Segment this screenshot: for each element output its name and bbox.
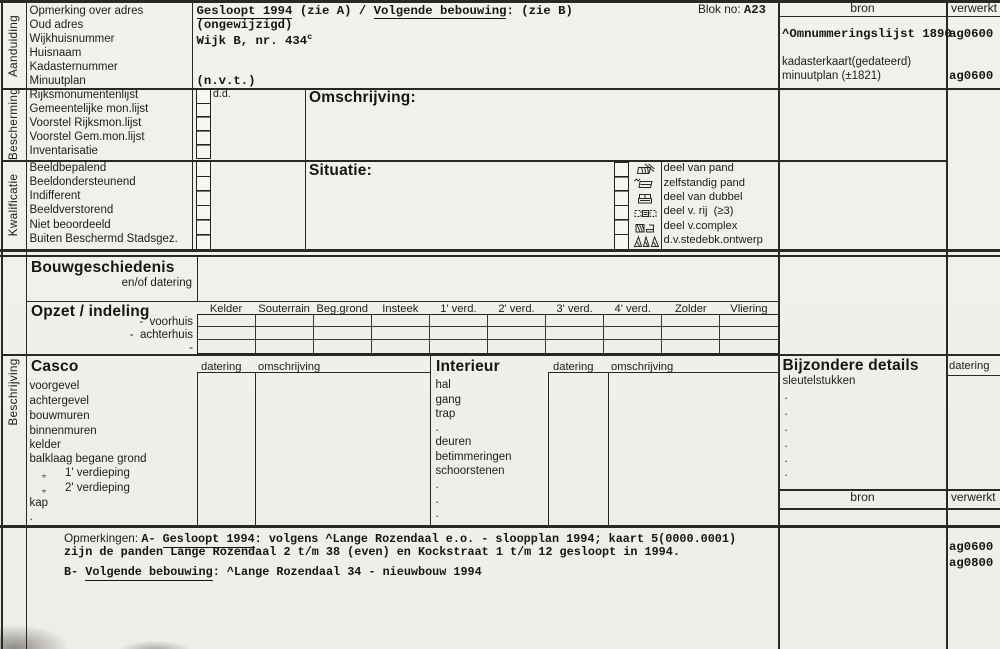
value-zie-a: (zie A) / (292, 3, 374, 18)
opzet-cell (604, 340, 662, 353)
opzet-grid (197, 314, 779, 354)
bron-row-omnummeringslijst: ^Omnummeringslijst 1890 (782, 26, 952, 41)
opzet-cell (256, 340, 314, 353)
kwalificatie-checkbox-6[interactable] (196, 234, 211, 250)
casco-datering-left (197, 372, 198, 525)
kwalificatie-item-indifferent: Indifferent (29, 190, 81, 203)
opzet-col-4e-verd: 4' verd. (614, 302, 651, 315)
legend-label-deel-v-rij: deel v. rij (≥3) (663, 205, 734, 218)
value-zie-b: : (zie B) (506, 3, 573, 18)
opzet-cell (430, 340, 488, 353)
bijzonder-dot-1: . (784, 390, 788, 402)
value-wijkhuisnummer (197, 32, 313, 49)
opzet-cell (256, 327, 314, 340)
opzet-cell (198, 340, 256, 353)
opzet-col-kelder: Kelder (209, 302, 243, 315)
situatie-title: Situatie: (309, 162, 372, 179)
casco-item-1e-verdieping: „ 1' verdieping (42, 466, 130, 479)
bron-band-bottom (778, 508, 1000, 510)
opzet-col-1e-verd: 1' verd. (440, 302, 477, 315)
bijzonder-dot-6: . (784, 466, 788, 479)
blok-no-value: A23 (743, 3, 767, 17)
opzet-cell (546, 327, 604, 340)
value-wijk-nr: Wijk B, nr. 434 (196, 34, 308, 49)
opzet-row-voorhuis: - voorhuis (139, 315, 193, 328)
opzet-col-2e-verd: 2' verd. (498, 302, 535, 315)
section-label-beschrijving: Beschrijving (6, 358, 20, 426)
opzet-col-vliering: Vliering (730, 302, 768, 315)
zelfstandig-pand-icon (632, 177, 659, 190)
bescherming-item-gemeentelijke: Gemeentelijke mon.lijst (29, 103, 149, 115)
situatie-checkbox-6[interactable] (614, 234, 629, 250)
deel-van-pand-icon (632, 163, 659, 176)
interieur-item-trap: trap (435, 408, 456, 420)
field-label-huisnaam: Huisnaam (29, 46, 82, 59)
interieur-item-dot-3: . (435, 493, 439, 506)
interieur-col-omschrijving: omschrijving (611, 360, 674, 373)
bron-header: bron (850, 1, 875, 15)
bouwgeschiedenis-divider (197, 256, 198, 301)
casco-item-bouwmuren: bouwmuren (29, 410, 90, 422)
opzet-cell (662, 327, 720, 340)
section-divider-1 (1, 88, 1000, 90)
bescherming-item-inventarisatie: Inventarisatie (29, 145, 98, 157)
opzet-cell (662, 340, 720, 353)
double-rule-bottom (0, 255, 1000, 257)
bescherming-item-voorstel-gem: Voorstel Gem.mon.lijst (29, 131, 145, 143)
value-oud-adres: (ongewijzigd) (196, 17, 293, 32)
opzet-row-blank: - (189, 342, 193, 354)
opmerkingen-b-pre: B- (64, 565, 86, 579)
opzet-col-zolder: Zolder (674, 302, 707, 315)
value-volgende-bebouwing: Volgende bebouwing (373, 3, 507, 18)
bouwgeschiedenis-title: Bouwgeschiedenis (31, 258, 175, 276)
legend-label-deel-v-complex: deel v.complex (663, 219, 738, 232)
opzet-cell (488, 340, 546, 353)
opzet-cell (372, 340, 430, 353)
kwalificatie-item-beeldbepalend: Beeldbepalend (29, 161, 107, 174)
opzet-cell (488, 315, 546, 328)
interieur-item-dot-2: . (435, 479, 439, 491)
bouwgeschiedenis-subtitle: en/of datering (121, 276, 192, 289)
opzet-cell (546, 340, 604, 353)
opmerkingen-line-1 (64, 529, 764, 546)
kwalificatie-item-niet-beoordeeld: Niet beoordeeld (29, 218, 111, 231)
value-opmerking-over-adres (197, 4, 573, 19)
opzet-cell (720, 340, 778, 353)
section-divider-2 (1, 160, 946, 162)
opzet-cell (604, 315, 662, 328)
opzet-cell (662, 315, 720, 328)
interieur-title: Interieur (436, 357, 500, 375)
bijzonder-item-sleutelstukken: sleutelstukken (782, 374, 856, 387)
verwerkt-header: verwerkt (951, 1, 998, 15)
label-column-divider (26, 2, 27, 649)
deel-van-complex-icon (632, 221, 659, 234)
legend-label-stedebk-ontwerp: d.v.stedebk.ontwerp (663, 234, 763, 247)
blok-no-label: Blok no: (698, 2, 744, 16)
interieur-item-deuren: deuren (435, 436, 472, 448)
opzet-cell (198, 327, 256, 340)
opzet-title: Opzet / indeling (31, 302, 150, 320)
opzet-cell (314, 327, 372, 340)
bijzondere-details-title: Bijzondere details (782, 356, 919, 374)
deel-van-dubbel-icon (632, 192, 659, 205)
casco-item-binnenmuren: binnenmuren (29, 424, 97, 437)
opzet-cell (430, 315, 488, 328)
opzet-cell (720, 315, 778, 328)
field-label-kadasternummer: Kadasternummer (29, 60, 118, 73)
field-label-minuutplan: Minuutplan (29, 74, 86, 87)
bescherming-item-rijksmonumentenlijst: Rijksmonumentenlijst (29, 89, 139, 101)
opzet-cell (372, 327, 430, 340)
casco-item-balklaag: balklaag begane grond (29, 452, 147, 465)
blok-no (698, 3, 766, 18)
bijzonder-datering-top (946, 375, 1000, 376)
opzet-cell (314, 340, 372, 353)
opzet-cell (198, 315, 256, 328)
casco-col-omschrijving: omschrijving (258, 360, 321, 373)
opzet-cell (720, 327, 778, 340)
casco-item-dot: . (29, 511, 33, 523)
verwerkt-value-ag0600: ag0600 (949, 539, 994, 554)
interieur-item-gang: gang (435, 393, 462, 406)
opzet-col-insteek: Insteek (382, 302, 419, 315)
bescherming-item-voorstel-rijksmon: Voorstel Rijksmon.lijst (29, 117, 142, 129)
bijzonder-dot-5: . (784, 452, 788, 465)
opmerkingen-a-underlined: Gesloopt 1994 (162, 532, 255, 546)
casco-datering-right (255, 372, 256, 525)
opmerkingen-top-line (0, 525, 1000, 528)
interieur-item-schoorstenen: schoorstenen (435, 464, 505, 477)
interieur-item-dot-4: . (435, 508, 439, 520)
casco-item-2e-verdieping: „ 2' verdieping (42, 481, 130, 494)
opzet-cell (604, 327, 662, 340)
kwalificatie-item-buiten-beschermd: Buiten Beschermd Stadsgez. (29, 232, 178, 245)
casco-item-voorgevel: voorgevel (29, 380, 80, 392)
bescherming-checkbox-5[interactable] (196, 144, 211, 159)
legend-label-deel-van-pand: deel van pand (663, 162, 734, 175)
verwerkt-column-line (946, 0, 948, 649)
bron-row-minuutplan: minuutplan (±1821) (782, 69, 882, 82)
bijzonder-dot-4: . (784, 438, 788, 450)
deel-van-rij-icon (632, 206, 659, 219)
opzet-col-3e-verd: 3' verd. (556, 302, 593, 315)
casco-title: Casco (31, 358, 79, 375)
opmerkingen-label: Opmerkingen: (64, 531, 142, 545)
opmerkingen-b-underlined: Volgende bebouwing (85, 565, 213, 579)
section-label-kwalificatie: Kwalificatie (6, 173, 20, 237)
scan-smudge (0, 624, 70, 649)
double-rule-top (0, 249, 1000, 252)
opzet-row-achterhuis: - achterhuis (129, 328, 193, 341)
field-label-wijkhuisnummer: Wijkhuisnummer (29, 32, 115, 45)
section-label-aanduiding: Aanduiding (6, 14, 20, 78)
bron-header-underline (778, 16, 1000, 17)
kwalificatie-item-beeldverstorend: Beeldverstorend (29, 204, 114, 217)
opmerkingen-line-3 (64, 562, 764, 579)
casco-item-achtergevel: achtergevel (29, 395, 89, 407)
bron-band-header: bron (850, 490, 875, 504)
opzet-cell (546, 315, 604, 328)
opmerkingen-a-pre: A- (141, 532, 163, 546)
value-gesloopt: Gesloopt 1994 (196, 3, 293, 18)
scan-smudge (120, 641, 190, 649)
opmerkingen-a-rest: : volgens ^Lange Rozendaal e.o. - sloopplan 1994; kaart 5(0000.0001) (254, 532, 737, 546)
casco-item-kap: kap (29, 496, 49, 509)
opmerkingen-line-2: zijn de panden Lange Rozendaal 2 t/m 38 (even) en Kockstraat 1 t/m 12 gesloopt in 1994. (64, 544, 680, 559)
bijzonder-col-datering: datering (949, 359, 990, 372)
interieur-col-datering: datering (553, 360, 594, 373)
opzet-cell (488, 327, 546, 340)
value-minuutplan: (n.v.t.) (196, 73, 256, 88)
interieur-item-hal: hal (435, 379, 451, 391)
casco-item-kelder: kelder (29, 438, 61, 451)
casco-interieur-divider (430, 354, 431, 525)
field-label-oud-adres: Oud adres (29, 18, 84, 31)
bijzonder-dot-3: . (784, 422, 788, 434)
verwerkt-band-header: verwerkt (951, 490, 996, 504)
interieur-item-betimmeringen: betimmeringen (435, 450, 512, 463)
verwerkt-row-2: ag0600 (949, 69, 994, 83)
left-border (1, 0, 3, 649)
casco-col-datering: datering (201, 360, 242, 373)
opmerkingen-b-rest: : ^Lange Rozendaal 34 - nieuwbouw 1994 (212, 565, 482, 579)
omschrijving-title: Omschrijving: (309, 89, 416, 106)
bijzonder-dot-2: . (784, 406, 788, 418)
opzet-col-beggrond: Beg.grond (316, 302, 368, 315)
legend-label-zelfstandig-pand: zelfstandig pand (663, 176, 745, 189)
opzet-cell (314, 315, 372, 328)
interieur-datering-left (548, 372, 549, 525)
opzet-cell (430, 327, 488, 340)
field-value-divider (192, 2, 193, 250)
interieur-item-dot-1: . (435, 422, 439, 434)
checkbox-area-divider (305, 88, 306, 250)
opzet-col-souterrain: Souterrain (258, 302, 310, 315)
verwerkt-value-ag0800: ag0800 (949, 555, 994, 570)
kwalificatie-item-beeldondersteunend: Beeldondersteunend (29, 176, 136, 188)
dd-label: d.d. (213, 87, 231, 100)
field-label-opmerking-over-adres: Opmerking over adres (29, 4, 144, 17)
bron-row-kadasterkaart: kadasterkaart(gedateerd) (782, 55, 912, 68)
interieur-datering-right (608, 372, 609, 525)
stedebouwkundig-ontwerp-icon (632, 235, 659, 248)
opzet-cell (372, 315, 430, 328)
legend-label-divider (661, 162, 662, 249)
section-label-bescherming: Bescherming (6, 87, 20, 161)
opzet-cell (256, 315, 314, 328)
opmerkingen-block (64, 529, 764, 579)
value-wijk-sup: c (307, 32, 313, 42)
verwerkt-row-1: ag0600 (949, 26, 994, 41)
legend-label-deel-van-dubbel: deel van dubbel (663, 191, 743, 203)
